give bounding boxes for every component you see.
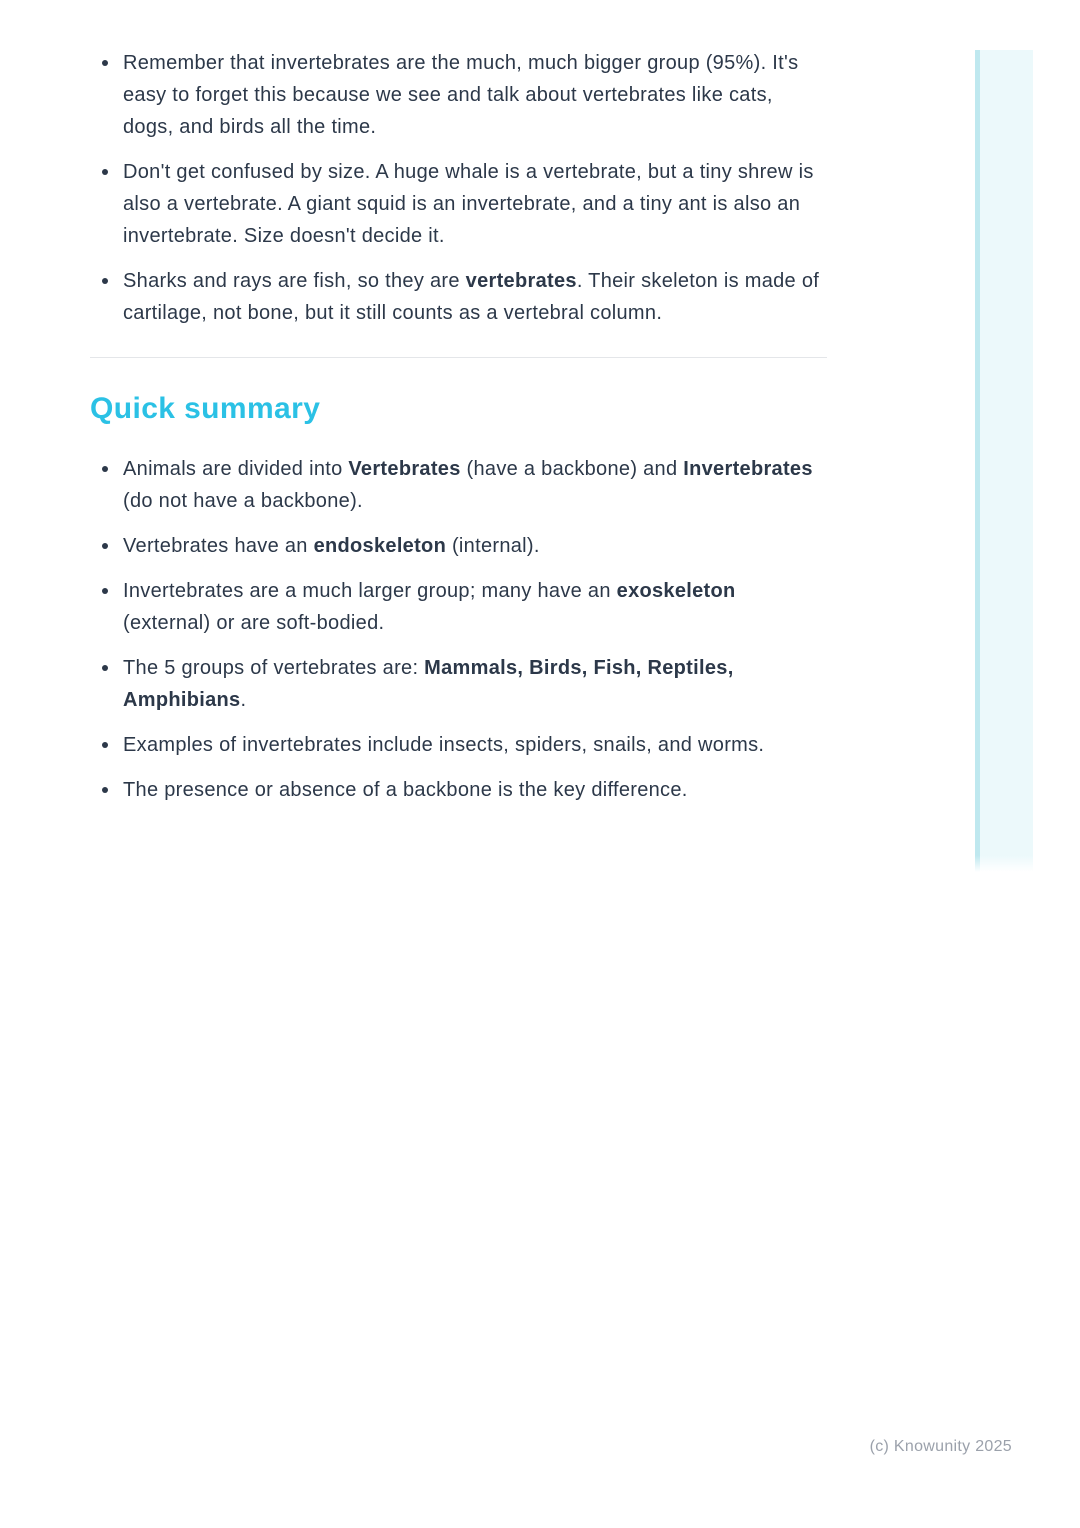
text-segment: Vertebrates have an xyxy=(123,535,314,557)
text-segment: (do not have a backbone). xyxy=(123,490,363,512)
text-segment: Invertebrates are a much larger group; many have an xyxy=(123,580,617,602)
content-column xyxy=(90,47,827,819)
list-item xyxy=(90,652,827,716)
text-segment: (have a backbone) and xyxy=(460,458,684,480)
text-segment: (external) or are soft-bodied. xyxy=(123,612,385,634)
text-segment: Animals are divided into xyxy=(123,458,349,480)
bold-term: endoskeleton xyxy=(313,535,447,557)
side-accent-bar xyxy=(975,50,1033,872)
quick-summary-heading: Quick summary xyxy=(90,392,321,425)
bold-term: exoskeleton xyxy=(616,580,736,602)
text-segment: (internal). xyxy=(446,535,540,557)
text-segment: . xyxy=(240,689,247,711)
notes-list xyxy=(90,47,827,329)
text-segment: The 5 groups of vertebrates are: xyxy=(123,657,425,679)
text-segment: Sharks and rays are fish, so they are xyxy=(123,270,466,292)
bold-term: Mammals, Birds, Fish, Reptiles, Amphibians xyxy=(123,657,734,711)
side-accent-fill xyxy=(980,50,1033,872)
page-footer xyxy=(870,1438,1012,1456)
text-segment: The presence or absence of a backbone is the key difference. xyxy=(123,779,688,801)
list-item xyxy=(90,530,827,562)
text-segment: Don't get confused by size. A huge whale is a vertebrate, but a tiny shrew is also a vertebrate. A giant squid is an invertebrate, and a tiny ant is also an invertebrate. Size doesn't decide it. xyxy=(123,161,814,247)
text-segment: . Their skeleton is made of cartilage, not bone, but it still counts as a vertebral column. xyxy=(123,270,820,324)
bold-term: vertebrates xyxy=(465,270,577,292)
list-item xyxy=(90,774,827,806)
list-item xyxy=(90,47,827,143)
text-segment: Examples of invertebrates include insects, spiders, snails, and worms. xyxy=(123,734,765,756)
copyright-text: (c) Knowunity 2025 xyxy=(869,1438,1012,1455)
text-segment: Remember that invertebrates are the much, much bigger group (95%). It's easy to forget this because we see and talk about vertebrates like cats, dogs, and birds all the time. xyxy=(123,52,799,138)
list-item xyxy=(90,575,827,639)
list-item xyxy=(90,265,827,329)
bold-term: Invertebrates xyxy=(683,458,813,480)
bold-term: Vertebrates xyxy=(348,458,461,480)
list-item xyxy=(90,453,827,517)
list-item xyxy=(90,156,827,252)
section-divider xyxy=(90,357,827,358)
summary-list xyxy=(90,453,827,806)
list-item xyxy=(90,729,827,761)
